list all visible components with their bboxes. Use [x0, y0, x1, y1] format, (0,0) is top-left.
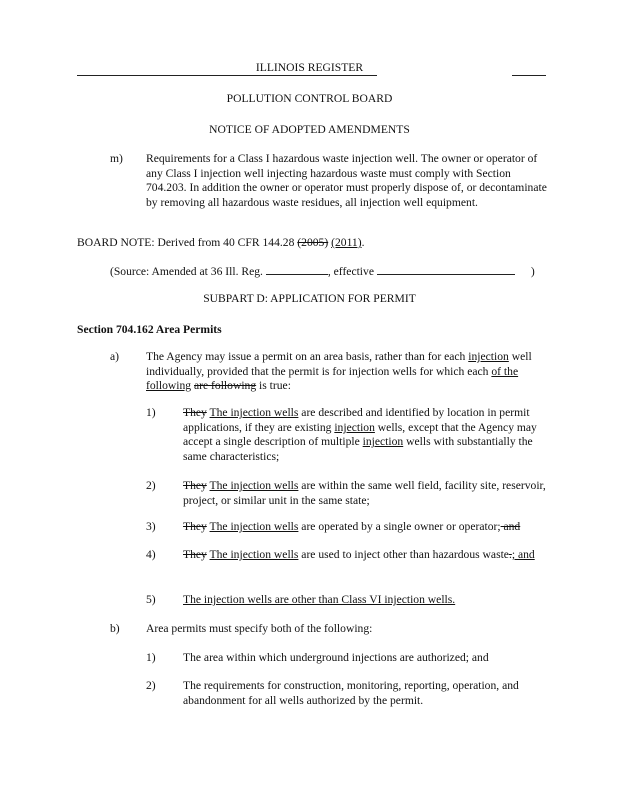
sub-a4-label: 4)	[146, 548, 156, 561]
item-m-label: m)	[110, 152, 123, 165]
item-m-text: Requirements for a Class I hazardous waste injection well. The owner or operator of any Class I injection well injecting hazardous waste must comply with Section 704.203. In addition the owner or operator must properly dispose of, or decontaminate by removing all hazardous waste residues, all injection well equipment.	[146, 152, 547, 209]
register-title: ILLINOIS REGISTER	[255, 61, 364, 74]
sub-a2-text: They The injection wells are within the same well field, facility site, reservoir, project, or similar unit in the same state;	[183, 479, 546, 507]
item-b-label: b)	[110, 622, 120, 635]
sub-a1-text: They The injection wells are described and identified by location in permit applications, if they are existing injection wells, except that the Agency may accept a single description of multiple injection wells with substantially the same characteristics;	[183, 406, 537, 463]
sub-a3-text: They The injection wells are operated by a single owner or operator; and	[183, 520, 521, 533]
sub-a2-label: 2)	[146, 479, 156, 492]
sub-a5-label: 5)	[146, 593, 156, 606]
item-a-label: a)	[110, 350, 120, 363]
sub-b1-text: The area within which underground injections are authorized; and	[183, 651, 489, 664]
effective-blank	[377, 264, 515, 275]
sub-b2-text: The requirements for construction, monitoring, reporting, operation, and abandonment for all wells authorized by the permit.	[183, 679, 519, 707]
reg-blank	[266, 264, 328, 275]
subpart-heading: SUBPART D: APPLICATION FOR PERMIT	[203, 292, 416, 305]
sub-a1-label: 1)	[146, 406, 156, 419]
sub-a4-text: They The injection wells are used to inject other than hazardous waste.; and	[183, 548, 535, 561]
sub-a3-label: 3)	[146, 520, 156, 533]
notice-title: NOTICE OF ADOPTED AMENDMENTS	[209, 123, 410, 136]
sub-b1-label: 1)	[146, 651, 156, 664]
source-line: (Source: Amended at 36 Ill. Reg. , effective )	[110, 265, 535, 278]
sub-a5-text: The injection wells are other than Class VI injection wells.	[183, 593, 456, 606]
board-note: BOARD NOTE: Derived from 40 CFR 144.28 (2005) (2011).	[77, 236, 365, 249]
sub-b2-label: 2)	[146, 679, 156, 692]
section-heading: Section 704.162 Area Permits	[77, 323, 222, 336]
item-b-text: Area permits must specify both of the following:	[146, 622, 373, 635]
board-name: POLLUTION CONTROL BOARD	[226, 92, 393, 105]
item-a-text: The Agency may issue a permit on an area basis, rather than for each injection well individually, provided that the permit is for injection wells for which each of the following are following is true:	[146, 350, 532, 393]
